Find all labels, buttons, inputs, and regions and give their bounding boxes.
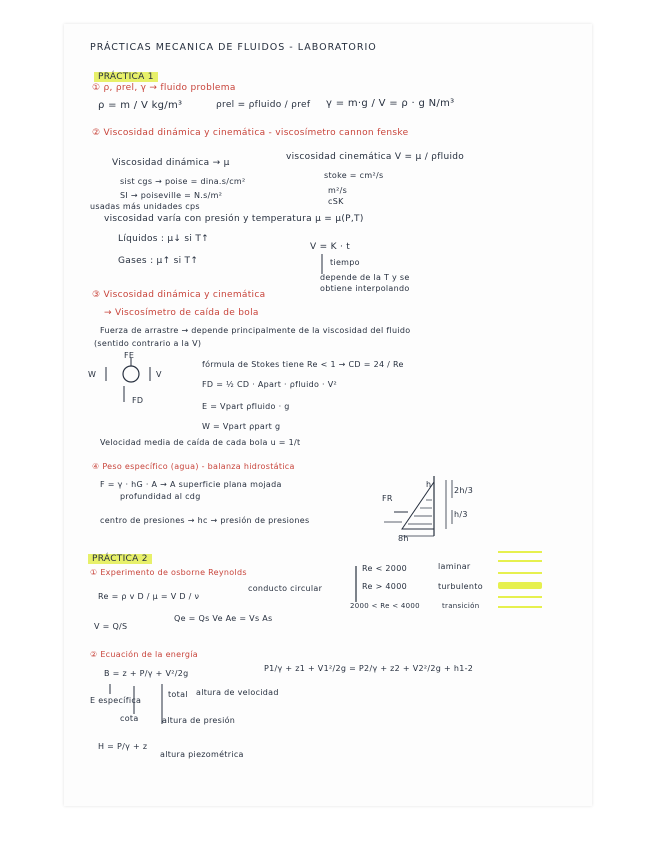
b-formula: B = z + P/γ + V²/2g [104,669,189,678]
force-d-label: FD [132,396,144,405]
altura-piezometrica: altura piezométrica [160,750,244,759]
fd-formula: FD = ½ CD · Apart · ρfluido · V² [202,380,338,389]
highlight-line-trans-2 [498,606,542,608]
practica2-item2: ② Ecuación de la energía [90,650,198,659]
altura-presion-label: altura de presión [162,716,236,725]
e-especifica-label: E específica [90,696,142,705]
diagram-h3-label: h/3 [454,510,468,519]
gases: Gases : μ↑ si T↑ [118,256,199,266]
gamma-formula: γ = m·g / V = ρ · g N/m³ [326,98,455,109]
regime-laminar-name: laminar [438,562,471,571]
diagram-fr-label: FR [382,494,393,503]
force-e-label: FE [124,351,135,360]
m2s-unit: m²/s [328,186,348,195]
altura-velocidad-label: altura de velocidad [196,688,279,697]
practica1-label: PRÁCTICA 1 [94,72,158,82]
sist-cgs: sist cgs → poise = dina.s/cm² [120,177,246,186]
regime-laminar-cond: Re < 2000 [362,564,407,573]
highlight-line-turb [498,572,542,574]
velocidad-media: Velocidad media de caída de cada bola u = 1/t [100,438,301,447]
practica1-item1: ① ρ, ρrel, γ → fluido problema [92,83,236,93]
conducto-circular: conducto circular [248,584,323,593]
regime-transition-cond: 2000 < Re < 4000 [350,602,420,610]
q-formula: Qe = Qs Ve Ae = Vs As [174,614,273,623]
tiempo-label: tiempo [330,258,360,267]
highlight-line-laminar [498,551,542,553]
visc-dinamica: Viscosidad dinámica → μ [112,158,230,168]
stokes-text: fórmula de Stokes tiene Re < 1 → CD = 24 / Re [202,360,404,369]
stoke-unit: stoke = cm²/s [324,171,384,180]
pressure-triangle [402,482,434,529]
diagram-h-label: h [426,480,432,489]
rho-formula: ρ = m / V kg/m³ [98,100,183,111]
v-caudal: V = Q/S [94,622,128,631]
practica1-item2: ② Viscosidad dinámica y cinemática - viscosímetro cannon fenske [92,128,409,138]
w-formula: W = Vpart ρpart g [202,422,281,431]
csk-unit: cSK [328,197,344,206]
regime-transition-name: transición [442,602,480,610]
f-formula: F = γ · hG · A → A superficie plana mojada [100,480,282,489]
profundidad-cdg: profundidad al cdg [120,492,201,501]
diagram-8h-label: 8h [398,534,409,543]
force-v-label: V [156,370,162,379]
total-label: total [168,690,188,699]
practica1-item3: ③ Viscosidad dinámica y cinemática [92,290,266,300]
rho-rel-formula: ρrel = ρfluido / ρref [216,100,311,110]
regime-turbulent-cond: Re > 4000 [362,582,407,591]
re-formula: Re = ρ v D / μ = V D / ν [98,592,200,601]
bernoulli-equation: P1/γ + z1 + V1²/2g = P2/γ + z2 + V2²/2g + h1-2 [264,664,474,673]
h-formula: H = P/γ + z [98,742,148,751]
force-w-label: W [88,370,97,379]
depende-text: depende de la T y se [320,273,410,282]
liquidos: Líquidos : μ↓ si T↑ [118,234,210,244]
practica2-item1: ① Experimento de osborne Reynolds [90,568,247,577]
highlight-line-trans [498,596,542,598]
v-kt-formula: V = K · t [310,242,351,252]
highlight-bar-turbulent [498,582,542,589]
regime-turbulent-name: turbulento [438,582,483,591]
cota-label: cota [120,714,139,723]
viscosimetro-bola: → Viscosímetro de caída de bola [104,308,259,318]
visc-varia: viscosidad varía con presión y temperatura μ = μ(P,T) [104,214,364,224]
highlight-line-laminar-2 [498,560,542,562]
usadas-units: usadas más unidades cps [90,202,200,211]
notebook-page [64,24,592,806]
practica1-item4: ④ Peso específico (agua) - balanza hidrostática [92,462,295,471]
e-formula: E = Vpart ρfluido · g [202,402,290,411]
ink-sketches [64,24,592,806]
diagram-2h3-label: 2h/3 [454,486,474,495]
fuerza-arrastre: Fuerza de arrastre → depende principalmente de la viscosidad del fluido [100,326,411,335]
obtiene-text: obtiene interpolando [320,284,410,293]
page-title: PRÁCTICAS MECANICA DE FLUIDOS - LABORATORIO [90,42,377,53]
sentido-text: (sentido contrario a la V) [94,339,202,348]
si-unit: SI → poiseville = N.s/m² [120,191,223,200]
ball-sketch [123,366,139,382]
visc-cinematica: viscosidad cinemática V = μ / ρfluido [286,152,465,162]
practica2-label: PRÁCTICA 2 [88,554,152,564]
centro-presiones: centro de presiones → hc → presión de presiones [100,516,310,525]
